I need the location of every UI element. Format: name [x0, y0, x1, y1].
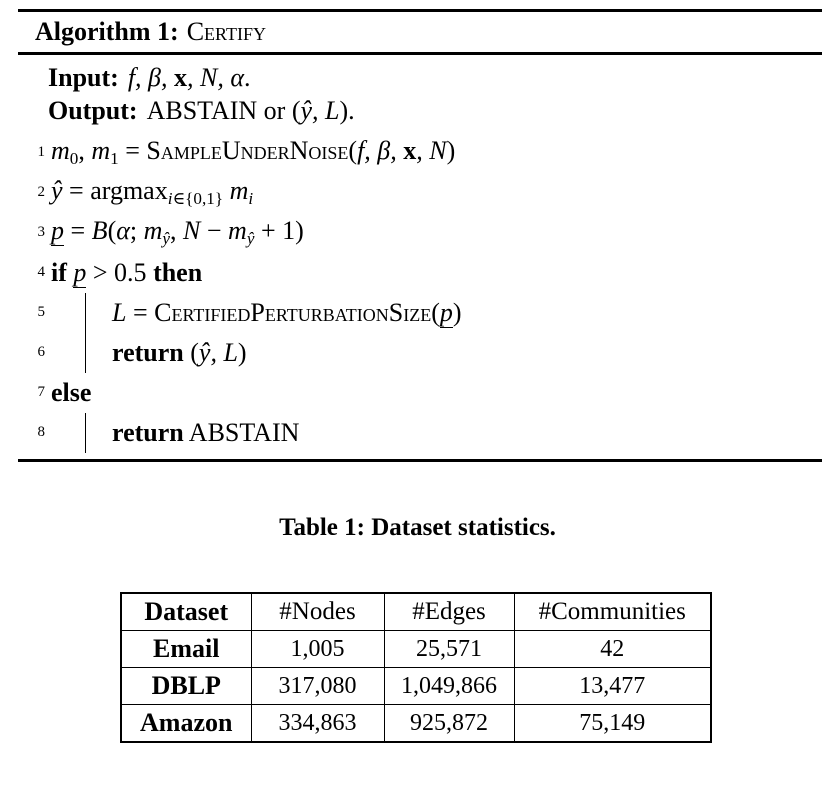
dataset-table-body [121, 631, 711, 743]
math-segment: . [244, 63, 251, 92]
math-segment: then [153, 257, 203, 287]
math-segment: L [112, 297, 127, 327]
math-segment: − [200, 215, 229, 245]
math-segment: ( [107, 215, 117, 245]
header-dataset: Dataset [121, 593, 251, 631]
table-row [121, 631, 711, 668]
block-indent-bar [85, 413, 86, 453]
math-segment: N [183, 215, 201, 245]
line-content [112, 338, 247, 368]
math-segment: ŷ [51, 175, 63, 205]
math-segment: ( [431, 297, 440, 327]
line-content [112, 298, 462, 328]
algorithm-line-4 [18, 253, 822, 293]
algorithm-line-1 [18, 133, 822, 173]
algorithm-title [18, 12, 822, 52]
math-segment: = [64, 215, 92, 245]
algorithm-line-6 [18, 333, 822, 373]
line-number: 5 [37, 304, 45, 320]
algorithm-line-5 [18, 293, 822, 333]
algorithm-title-name: Certify [186, 17, 266, 46]
math-segment: return [112, 417, 184, 447]
math-segment: ∈{0,1} [172, 189, 224, 209]
math-segment: f, β, [127, 63, 175, 92]
algorithm-line-3 [18, 213, 822, 253]
math-segment: ABSTAIN or ( [146, 96, 301, 125]
header-edges: #Edges [384, 593, 514, 631]
cell-edges: 25,571 [384, 631, 514, 668]
cell-dataset: Email [121, 631, 251, 668]
math-segment: ŷ [246, 229, 255, 249]
cell-communities: 42 [514, 631, 711, 668]
math-segment: 0 [69, 149, 79, 169]
table-caption: Table 1: Dataset statistics. [279, 514, 556, 541]
math-segment: , [78, 135, 92, 165]
math-segment: return [112, 337, 184, 367]
math-segment: ) [237, 337, 247, 367]
cell-edges: 1,049,866 [384, 668, 514, 705]
math-segment: m [228, 215, 247, 245]
block-indent-bar [85, 293, 86, 333]
math-segment: p [439, 297, 453, 327]
cell-dataset: DBLP [121, 668, 251, 705]
input-label: Input: [48, 63, 119, 92]
math-segment: + 1) [254, 215, 304, 245]
math-segment: ŷ, L [198, 337, 238, 367]
line-number: 7 [37, 384, 45, 400]
header-nodes: #Nodes [251, 593, 384, 631]
math-segment: ŷ [162, 229, 171, 249]
math-segment: > 0.5 [86, 257, 154, 287]
table-header-row [121, 593, 711, 631]
math-segment: m [143, 215, 163, 245]
math-segment: SampleUnderNoise [146, 135, 349, 165]
table-row [121, 668, 711, 705]
line-number: 3 [37, 224, 45, 240]
algorithm-line-8 [18, 413, 822, 453]
table-row [121, 705, 711, 743]
math-segment: α [116, 215, 130, 245]
math-segment: f, β, [357, 135, 404, 165]
math-segment: = [118, 135, 147, 165]
cell-edges: 925,872 [384, 705, 514, 743]
cell-communities: 75,149 [514, 705, 711, 743]
math-segment: = argmax [62, 175, 168, 205]
block-indent-bar [85, 333, 86, 373]
math-segment: ) [446, 135, 456, 165]
math-segment: x [174, 63, 188, 92]
math-segment: = [126, 297, 155, 327]
algorithm-title-label: Algorithm 1: [35, 17, 179, 46]
math-segment: p [51, 215, 64, 245]
output-math [147, 96, 355, 126]
algorithm-body [18, 62, 822, 453]
header-communities: #Communities [514, 593, 711, 631]
math-segment: m [229, 175, 249, 205]
math-segment: ) [452, 297, 462, 327]
cell-communities: 13,477 [514, 668, 711, 705]
line-number: 4 [37, 264, 45, 280]
algorithm-lines [18, 133, 822, 453]
line-number: 6 [37, 344, 45, 360]
math-segment: 1 [110, 149, 119, 169]
math-segment: CertifiedPerturbationSize [154, 297, 432, 327]
math-segment: ( [348, 135, 358, 165]
math-segment: ). [339, 96, 355, 125]
algorithm-output-line [18, 95, 822, 128]
line-number: 8 [37, 424, 45, 440]
algorithm-line-7 [18, 373, 822, 413]
math-segment: else [51, 377, 92, 407]
math-segment: ; [129, 215, 144, 245]
math-segment: , N, α [187, 63, 245, 92]
cell-nodes: 317,080 [251, 668, 384, 705]
cell-nodes: 334,863 [251, 705, 384, 743]
line-content [112, 418, 299, 448]
math-segment: ABSTAIN [183, 417, 300, 447]
line-number: 1 [37, 144, 45, 160]
math-segment: i [248, 189, 254, 209]
algorithm-box [18, 9, 822, 462]
math-segment: m [51, 135, 70, 165]
output-label: Output: [48, 96, 138, 125]
input-math [128, 63, 251, 93]
line-content [51, 216, 304, 249]
math-segment: p [73, 257, 87, 287]
math-segment: ŷ, L [300, 96, 340, 125]
math-segment: i [167, 189, 173, 209]
math-segment: m [91, 135, 111, 165]
algorithm-header-rule [18, 52, 822, 55]
math-segment: ( [183, 337, 199, 367]
math-segment: B [91, 215, 108, 245]
math-segment: x [403, 135, 417, 165]
line-content [51, 258, 202, 288]
line-content [51, 176, 253, 209]
cell-nodes: 1,005 [251, 631, 384, 668]
algorithm-input-line [18, 62, 822, 95]
line-number: 2 [37, 184, 45, 200]
cell-dataset: Amazon [121, 705, 251, 743]
dataset-table [120, 592, 712, 743]
algorithm-bottom-rule [18, 459, 822, 463]
math-segment: , N [416, 135, 447, 165]
line-content [51, 136, 455, 169]
math-segment: , [170, 215, 184, 245]
algorithm-line-2 [18, 173, 822, 213]
line-content [51, 378, 91, 408]
dataset-table-container [120, 592, 712, 743]
math-segment: if [51, 257, 74, 287]
